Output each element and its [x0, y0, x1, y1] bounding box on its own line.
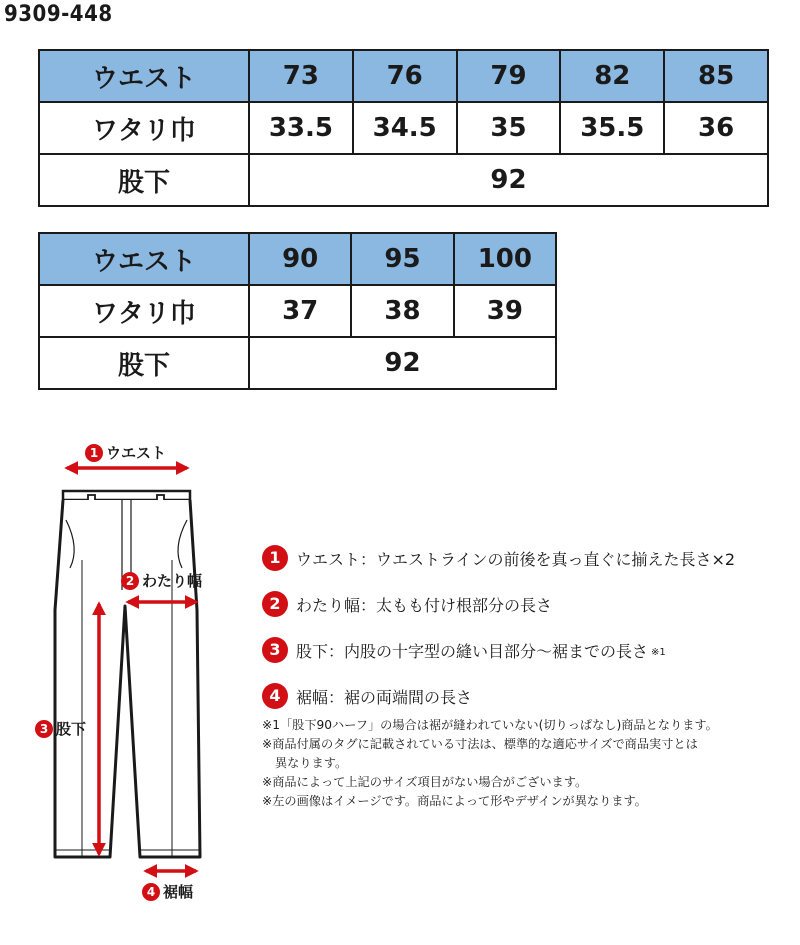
- waist-cell: 90: [249, 233, 351, 285]
- thigh-cell: 39: [454, 285, 556, 337]
- footnote-marker: ※1: [651, 646, 666, 658]
- thigh-cell: 36: [664, 102, 768, 154]
- waist-row: [39, 50, 768, 102]
- thigh-label: ワタリ巾: [39, 285, 249, 337]
- footnote: ※左の画像はイメージです。商品によって形やデザインが異なります。: [262, 794, 647, 808]
- legend-text: わたり幅：太もも付け根部分の長さ: [296, 595, 553, 615]
- thigh-cell: 37: [249, 285, 351, 337]
- inseam-row: [39, 337, 556, 389]
- waist-cell: 95: [351, 233, 453, 285]
- product-code: 9309-448: [4, 2, 113, 27]
- thigh-row: [39, 102, 768, 154]
- footnote: ※1「股下90ハーフ」の場合は裾が縫われていない(切りっぱなし)商品となります。: [262, 718, 718, 732]
- footnote: 異なります。: [275, 756, 348, 770]
- legend-item-hem: [262, 673, 792, 719]
- hem-callout: [142, 881, 193, 902]
- thigh-cell: 35.5: [560, 102, 664, 154]
- number-badge: 3: [35, 720, 53, 738]
- legend-item-inseam: [262, 627, 792, 673]
- legend-item-thigh: [262, 581, 792, 627]
- legend-text: ウエスト：ウエストラインの前後を真っ直ぐに揃えた長さ×2: [296, 549, 736, 569]
- pants-diagram: [0, 420, 260, 945]
- waist-row: [39, 233, 556, 285]
- thigh-callout-label: わたり幅: [142, 572, 203, 590]
- thigh-callout: [121, 570, 202, 591]
- waist-callout: [85, 442, 166, 463]
- thigh-cell: 38: [351, 285, 453, 337]
- size-table-2: [38, 232, 557, 390]
- inseam-callout: [35, 718, 86, 739]
- hem-callout-label: 裾幅: [163, 883, 194, 901]
- number-badge: 2: [121, 572, 139, 590]
- number-badge: 1: [85, 444, 103, 462]
- footnotes: [262, 716, 792, 811]
- waist-callout-label: ウエスト: [106, 444, 167, 462]
- measurement-legend: [262, 535, 792, 719]
- waist-cell: 79: [457, 50, 561, 102]
- inseam-cell: 92: [249, 337, 556, 389]
- legend-item-waist: [262, 535, 792, 581]
- legend-text: 裾幅：裾の両端間の長さ: [296, 687, 473, 707]
- pants-illustration: [0, 420, 260, 945]
- waist-cell: 85: [664, 50, 768, 102]
- number-badge: 3: [262, 637, 288, 663]
- footnote: ※商品付属のタグに記載されている寸法は、標準的な適応サイズで商品実寸とは: [262, 737, 698, 751]
- inseam-callout-label: 股下: [56, 720, 87, 738]
- waist-cell: 73: [249, 50, 353, 102]
- number-badge: 4: [142, 883, 160, 901]
- legend-text: 股下：内股の十字型の縫い目部分～裾までの長さ: [296, 641, 649, 661]
- size-table-1: [38, 49, 769, 207]
- thigh-cell: 33.5: [249, 102, 353, 154]
- waist-label: ウエスト: [39, 233, 249, 285]
- number-badge: 1: [262, 545, 288, 571]
- waist-cell: 100: [454, 233, 556, 285]
- thigh-cell: 34.5: [353, 102, 457, 154]
- number-badge: 2: [262, 591, 288, 617]
- inseam-label: 股下: [39, 154, 249, 206]
- waist-cell: 76: [353, 50, 457, 102]
- thigh-row: [39, 285, 556, 337]
- footnote: ※商品によって上記のサイズ項目がない場合がございます。: [262, 775, 588, 789]
- inseam-row: [39, 154, 768, 206]
- number-badge: 4: [262, 683, 288, 709]
- waist-cell: 82: [560, 50, 664, 102]
- thigh-cell: 35: [457, 102, 561, 154]
- inseam-label: 股下: [39, 337, 249, 389]
- inseam-cell: 92: [249, 154, 768, 206]
- waist-label: ウエスト: [39, 50, 249, 102]
- thigh-label: ワタリ巾: [39, 102, 249, 154]
